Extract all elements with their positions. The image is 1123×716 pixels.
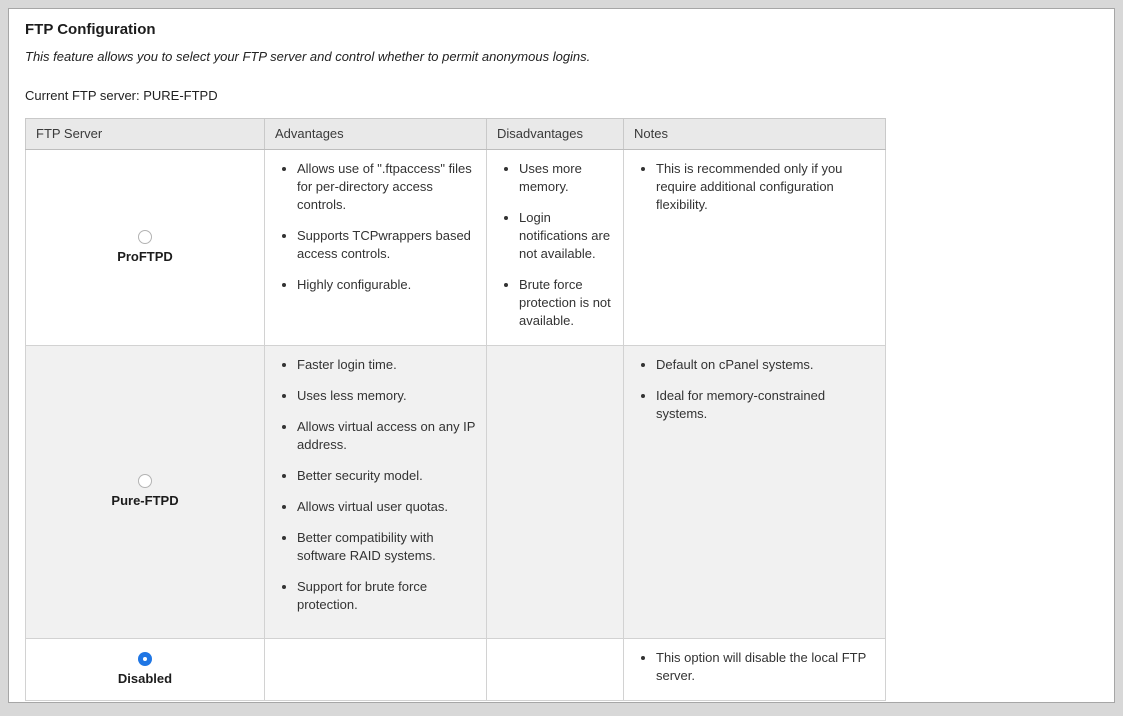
table-row-pureftpd — [26, 346, 886, 639]
pureftpd-notes-cell — [624, 346, 886, 639]
bullet-item: • This option will disable the local FTP server. — [656, 649, 875, 685]
pureftpd-option-cell — [26, 346, 265, 639]
pureftpd-advantages-cell — [265, 346, 487, 639]
bullet-item: • Support for brute force protection. — [297, 578, 476, 614]
bullet-item: • Allows use of ".ftpaccess" files for per-directory access controls. — [297, 160, 476, 214]
disabled-advantages-cell — [265, 639, 487, 701]
feature-description: This feature allows you to select your FTP server and control whether to permit anonymous logins. — [25, 49, 591, 64]
pureftpd-label: Pure-FTPD — [111, 493, 179, 508]
proftpd-notes-cell — [624, 150, 886, 346]
bullet-item: • Allows virtual user quotas. — [297, 498, 476, 516]
column-header-ftp-server: FTP Server — [26, 119, 265, 150]
disabled-notes-cell — [624, 639, 886, 701]
bullet-item: • Ideal for memory-constrained systems. — [656, 387, 875, 423]
table-row-proftpd — [26, 150, 886, 346]
table-header-row — [26, 119, 886, 150]
disabled-radio[interactable] — [138, 652, 152, 666]
disabled-option-cell — [26, 639, 265, 701]
column-header-advantages: Advantages — [265, 119, 487, 150]
disabled-label: Disabled — [117, 670, 173, 686]
column-header-disadvantages: Disadvantages — [487, 119, 624, 150]
bullet-item: • Better security model. — [297, 467, 476, 485]
pureftpd-radio[interactable] — [138, 474, 152, 488]
bullet-item: • Faster login time. — [297, 356, 476, 374]
disabled-disadvantages-cell — [487, 639, 624, 701]
current-ftp-server-text: Current FTP server: PURE-FTPD — [25, 88, 218, 103]
bullet-item: • Default on cPanel systems. — [656, 356, 875, 374]
ftp-configuration-panel — [8, 8, 1115, 703]
pureftpd-disadvantages-cell — [487, 346, 624, 639]
page-title: FTP Configuration — [25, 21, 156, 38]
bullet-item: • Supports TCPwrappers based access controls. — [297, 227, 476, 263]
proftpd-label: ProFTPD — [117, 248, 173, 264]
proftpd-advantages-cell — [265, 150, 487, 346]
bullet-item: • Login notifications are not available. — [519, 209, 613, 263]
proftpd-disadvantages-cell — [487, 150, 624, 346]
ftp-server-comparison-table — [25, 118, 886, 701]
bullet-item: • Brute force protection is not available. — [519, 276, 613, 330]
bullet-item: • This is recommended only if you require additional configuration flexibility. — [656, 160, 875, 214]
table-row-disabled — [26, 639, 886, 701]
bullet-item: • Allows virtual access on any IP address. — [297, 418, 476, 454]
bullet-item: • Highly configurable. — [297, 276, 476, 294]
proftpd-option-cell — [26, 150, 265, 346]
bullet-item: • Uses less memory. — [297, 387, 476, 405]
proftpd-radio[interactable] — [138, 230, 152, 244]
ftp-configuration-content — [9, 9, 1114, 713]
column-header-notes: Notes — [624, 119, 886, 150]
bullet-item: • Better compatibility with software RAID systems. — [297, 529, 476, 565]
bullet-item: • Uses more memory. — [519, 160, 613, 196]
